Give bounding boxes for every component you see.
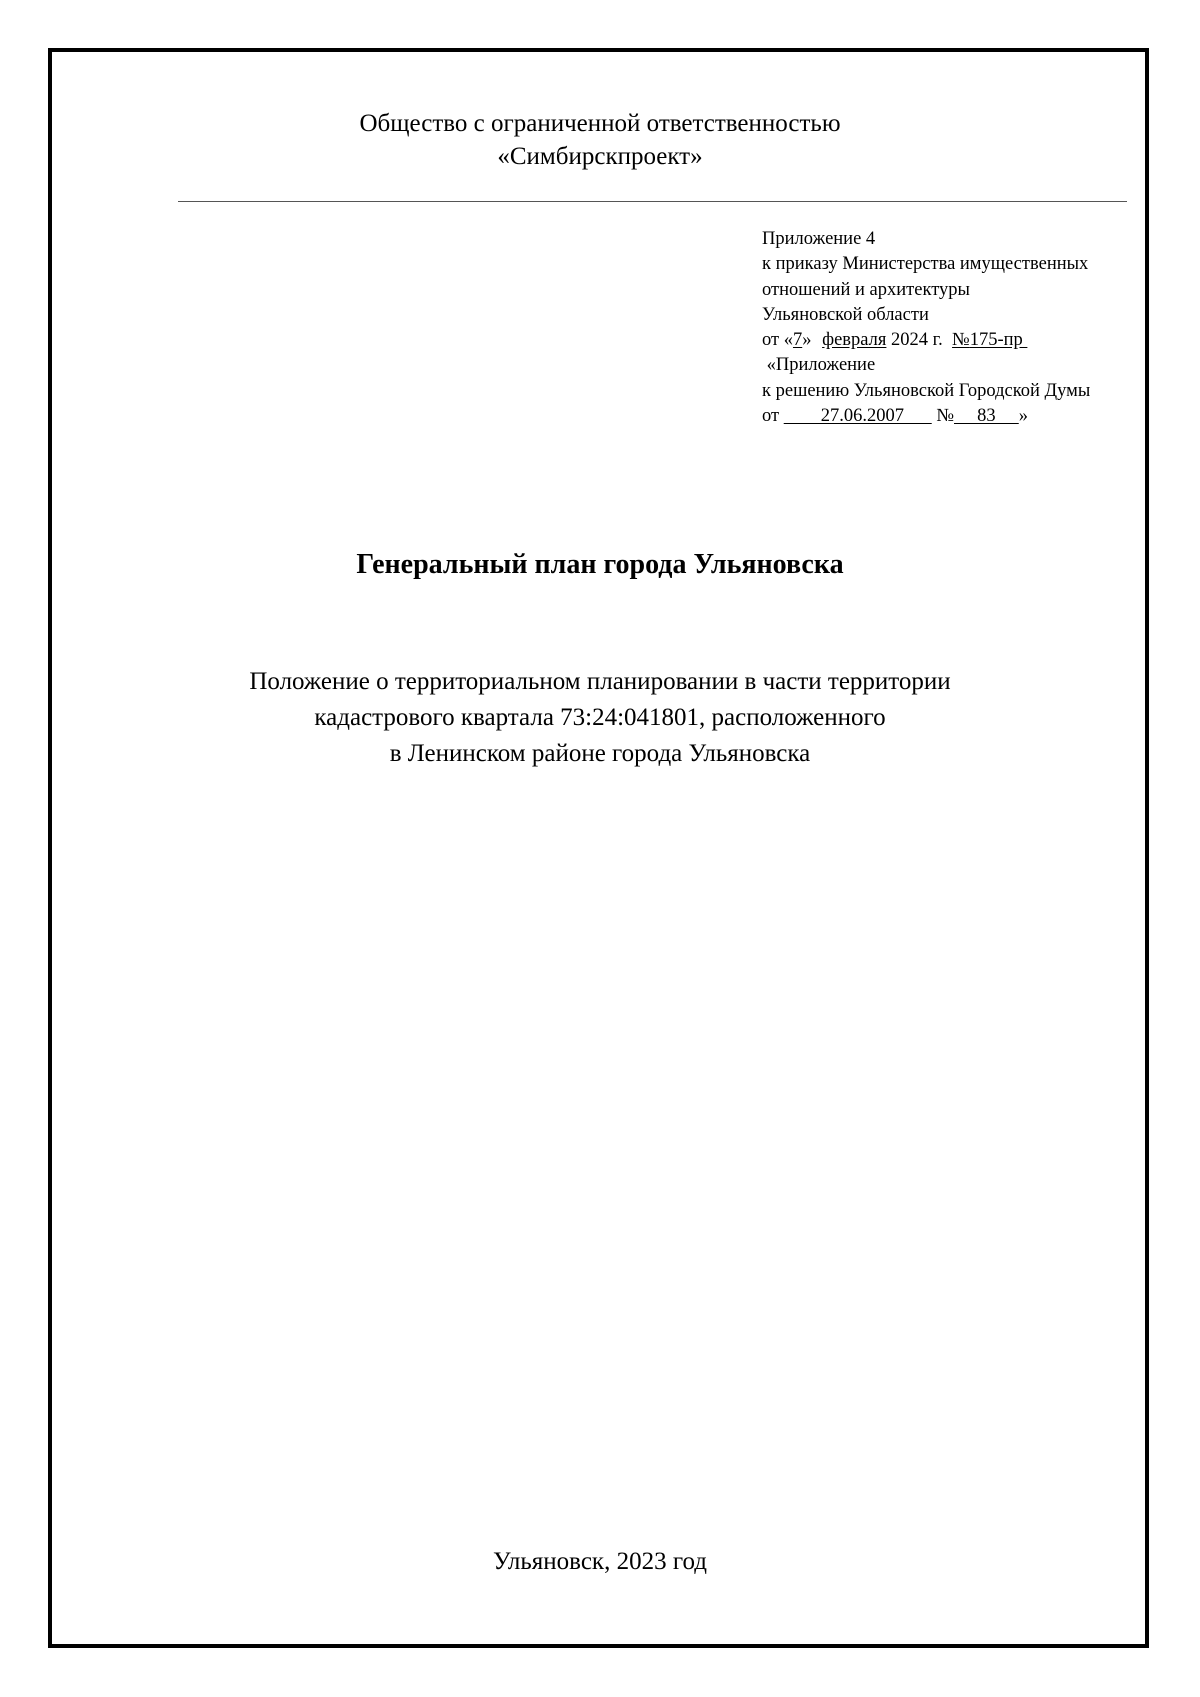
annex-order-ref: к приказу Министерства имущественных bbox=[762, 254, 1089, 275]
annex-number: Приложение 4 bbox=[762, 229, 876, 249]
order-year: 2024 г. bbox=[886, 330, 953, 351]
order-month: февраля bbox=[822, 330, 887, 351]
subtitle-line-3: в Ленинском районе города Ульяновска bbox=[389, 740, 811, 767]
organization-brand: «Симбирскпроект» bbox=[497, 143, 703, 170]
annex-decision-date-line bbox=[762, 404, 1142, 429]
document-subtitle bbox=[0, 664, 1200, 772]
decision-number-label: № bbox=[931, 406, 954, 427]
subtitle-line-2: кадастрового квартала 73:24:041801, расположенного bbox=[314, 704, 886, 731]
decision-date-prefix: от bbox=[762, 406, 784, 427]
order-day-close: » bbox=[802, 330, 812, 351]
subtitle-line-1: Положение о территориальном планировании в части территории bbox=[249, 668, 951, 695]
place-and-year: Ульяновск, 2023 год bbox=[493, 1548, 707, 1575]
document-title: Генеральный план города Ульяновска bbox=[356, 549, 844, 580]
decision-number: 83 bbox=[954, 406, 1019, 427]
decision-close: » bbox=[1018, 406, 1028, 427]
annex-block bbox=[762, 227, 1142, 429]
order-day: 7 bbox=[792, 330, 803, 351]
annex-ministry: отношений и архитектуры bbox=[762, 279, 970, 300]
organization-name: Общество с ограниченной ответственностью bbox=[359, 110, 841, 137]
header-divider bbox=[178, 201, 1127, 202]
order-number-label: № bbox=[952, 330, 970, 351]
order-number: 175-пр bbox=[969, 330, 1028, 351]
annex-prev-appendix: «Приложение bbox=[762, 355, 876, 376]
order-date-prefix: от « bbox=[762, 330, 793, 351]
annex-region: Ульяновской области bbox=[762, 304, 929, 325]
annex-order-date-line bbox=[762, 328, 1142, 353]
decision-date: 27.06.2007 bbox=[783, 406, 932, 427]
annex-decision-ref: к решению Ульяновской Городской Думы bbox=[762, 380, 1091, 401]
